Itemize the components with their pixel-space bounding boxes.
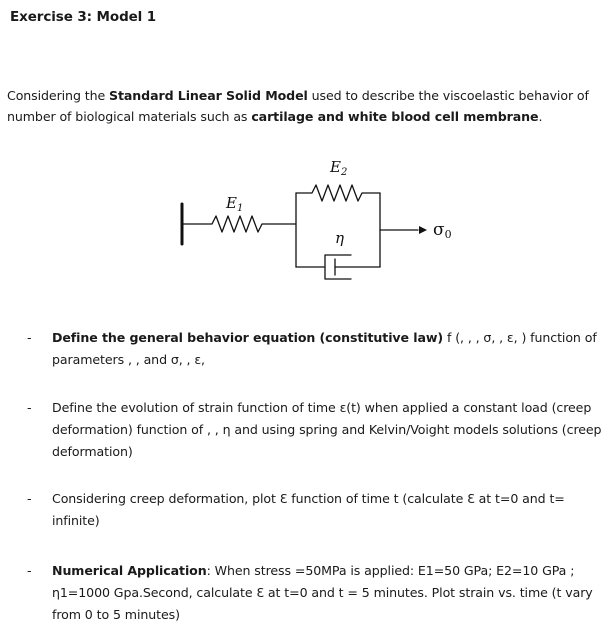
intro-prefix: Considering the — [7, 88, 110, 103]
materials-list: cartilage and white blood cell membrane — [251, 109, 539, 124]
strain-of-time: ε(t) — [339, 400, 361, 415]
item-text-continued: when applied a constant load (creep deformation) function of , , η and using spring and Kelvin/Voight models solutions (creep deformation) — [52, 400, 602, 459]
list-item-creep-evolution — [27, 397, 604, 463]
item-bold-text: Numerical Application — [52, 563, 207, 578]
spring-e1 — [182, 216, 296, 232]
spring-e2 — [296, 185, 380, 201]
item-text: : When stress =50MPa is applied: E1=50 GPa; E2=10 GPa ; η1=1000 Gpa.Second, calculate Ɛ at t=0 and t = 5 minutes. Plot strain vs. time (t vary from 0 to 5 minutes) — [52, 563, 593, 622]
item-text: Considering creep deformation, plot Ɛ function of time t (calculate Ɛ at t=0 and t= infinite) — [52, 491, 565, 528]
exercise-title: Exercise 3: Model 1 — [10, 9, 157, 25]
label-sigma: σ0 — [433, 220, 452, 241]
list-item-numerical-application — [27, 560, 604, 626]
label-eta: η — [335, 229, 344, 247]
item-bold-text: Define the general behavior equation (constitutive law) — [52, 330, 444, 345]
item-text: f (, , , σ, , ε, ) function of parameters , , and σ, , ε, — [52, 330, 597, 367]
bullet-dash: - — [27, 563, 32, 578]
bullet-dash: - — [27, 491, 32, 506]
item-text: Define the evolution of strain function of time — [52, 400, 340, 415]
model-name: Standard Linear Solid Model — [109, 88, 308, 103]
label-e2: $E_2$ — [330, 158, 348, 178]
bullet-dash: - — [27, 330, 32, 345]
bullet-dash: - — [27, 400, 32, 415]
list-item-constitutive-law — [27, 327, 604, 371]
intro-middle: used to describe the viscoelastic behavior of number of biological materials such as — [7, 88, 589, 124]
label-e1: $E_1$ — [226, 194, 244, 214]
intro-paragraph — [7, 85, 607, 127]
standard-linear-solid-diagram — [170, 152, 460, 282]
force-arrow-icon — [419, 226, 427, 234]
list-item-plot-creep — [27, 488, 604, 532]
intro-suffix: . — [538, 109, 543, 124]
